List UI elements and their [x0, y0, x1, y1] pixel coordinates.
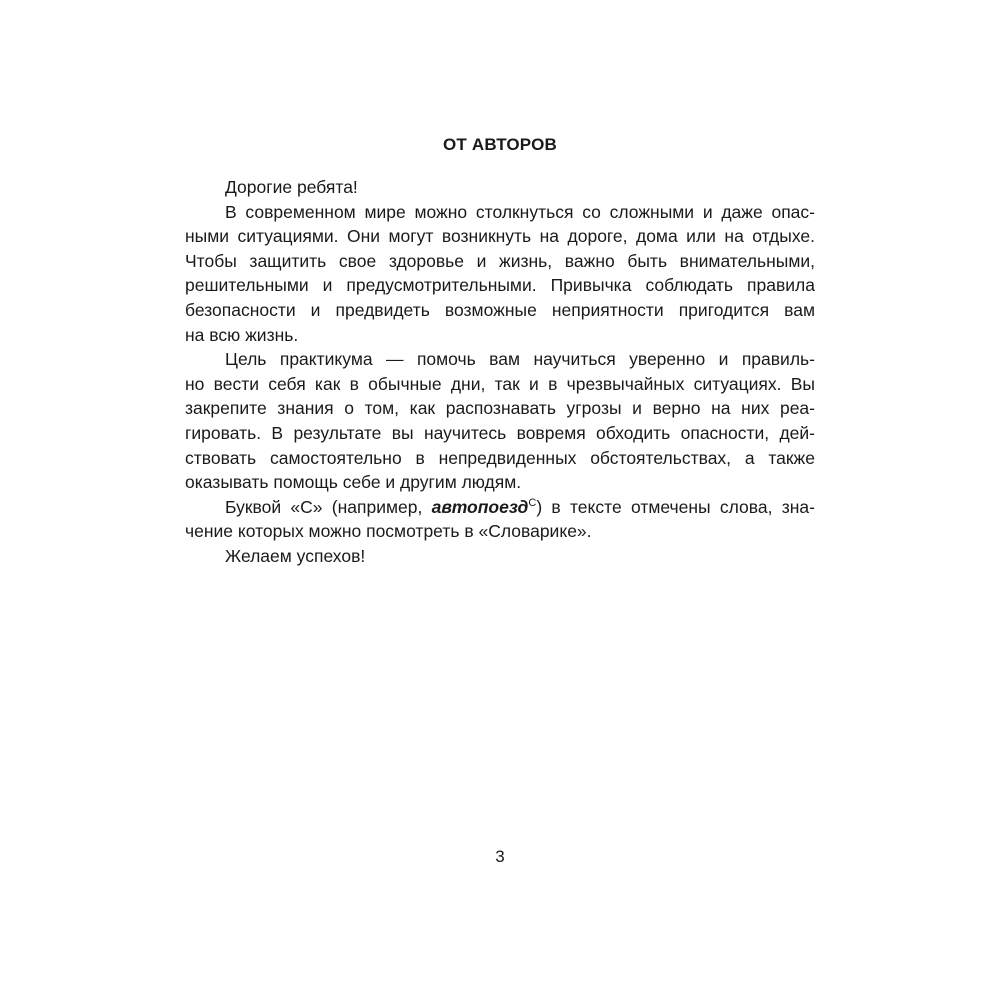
- greeting-line: Дорогие ребята!: [225, 177, 358, 197]
- text-line: чение которых можно посмотреть в «Словарике».: [185, 521, 592, 542]
- text-line: безопасности и предвидеть возможные неприятности пригодится вам: [185, 299, 815, 320]
- example-before: Буквой «С» (например,: [225, 496, 432, 517]
- text-line: но вести себя как в обычные дни, так и в чрезвычайных ситуациях. Вы: [185, 373, 815, 394]
- example-after: ) в тексте отмечены слова, зна-: [536, 496, 815, 517]
- page-title: ОТ АВТОРОВ: [442, 135, 558, 154]
- text-line: закрепите знания о том, как распознавать угрозы и верно на них реа-: [185, 398, 815, 419]
- page-number: 3: [495, 847, 505, 866]
- text-line: на всю жизнь.: [185, 324, 299, 345]
- text-line: оказывать помощь себе и другим людям.: [185, 472, 522, 493]
- dictionary-term: автопоезд: [431, 496, 529, 517]
- example-line: [185, 495, 815, 520]
- text-line: решительными и предусмотрительными. Привычка соблюдать правила: [185, 275, 815, 296]
- text-line: ными ситуациями. Они могут возникнуть на дороге, дома или на отдыхе.: [185, 226, 815, 247]
- text-line: В современном мире можно столкнуться со сложными и даже опас-: [225, 201, 815, 222]
- text-line: Чтобы защитить свое здоровье и жизнь, важно быть внимательными,: [185, 250, 815, 271]
- text-body: [185, 175, 815, 569]
- text-line: Цель практикума — помочь вам научиться уверенно и правиль-: [225, 349, 815, 370]
- text-line: ствовать самостоятельно в непредвиденных обстоятельствах, а также: [185, 447, 815, 468]
- text-line: гировать. В результате вы научитесь вовремя обходить опасности, дей-: [185, 422, 815, 443]
- closing-line: Желаем успехов!: [225, 545, 366, 566]
- dictionary-mark: С: [528, 496, 537, 509]
